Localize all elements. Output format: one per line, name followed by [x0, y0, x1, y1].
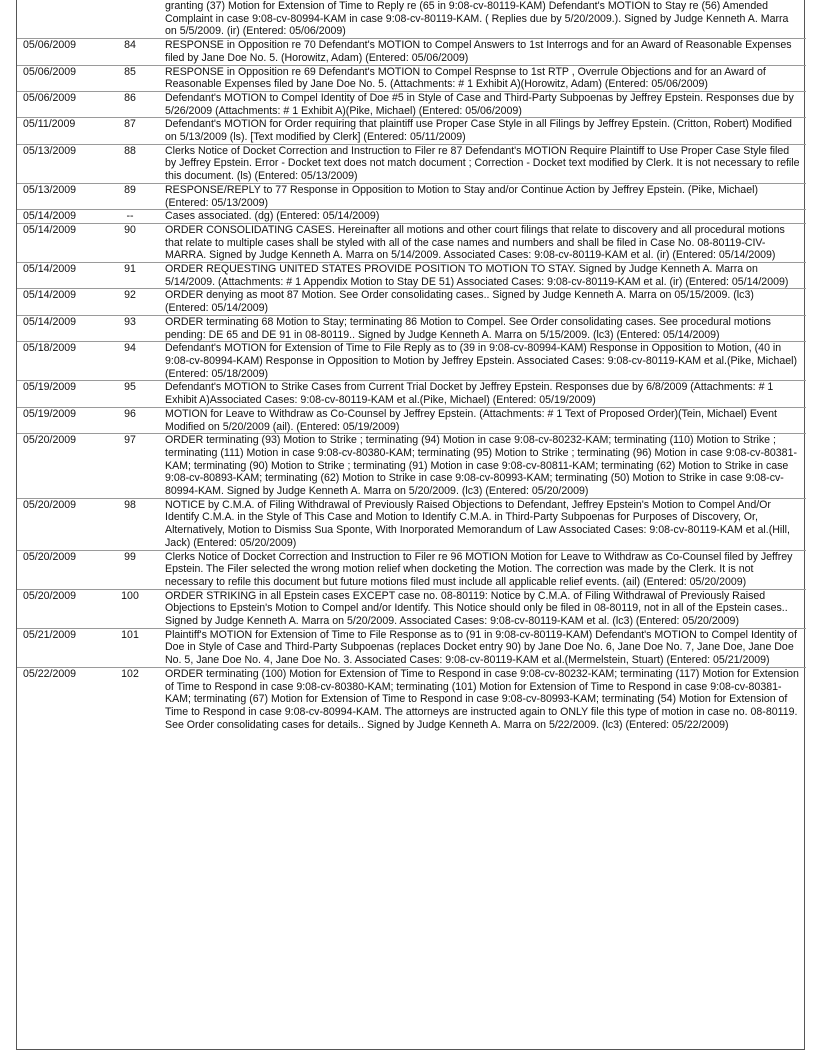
docket-number: 84 [105, 38, 165, 64]
docket-entry-row [17, 380, 806, 406]
docket-number: 93 [105, 315, 165, 341]
docket-date: 05/14/2009 [17, 223, 105, 262]
docket-date: 05/20/2009 [17, 589, 105, 628]
docket-date: 05/14/2009 [17, 288, 105, 314]
docket-text: ORDER STRIKING in all Epstein cases EXCEPT case no. 08-80119: Notice by C.M.A. of Filing Withdrawal of Previously Raised Objections to Epstein's Motion to Compel and/or Identify. This Notice should only be filed in 08-80119, not in all of the Epstein cases.. Signed by Judge Kenneth A. Marra on 5/20/2009. Associated Cases: 9:08-cv-80119-KAM et al. (lc3) (Entered: 05/20/2009) [165, 589, 806, 628]
docket-number: 100 [105, 589, 165, 628]
docket-text: Defendant's MOTION for Extension of Time to File Reply as to (39 in 9:08-cv-80994-KAM) Response in Opposition to Motion, (40 in 9:08-cv-80994-KAM) Response in Opposition to Motion by Jeffrey Epstein. Associated Cases: 9:08-cv-80119-KAM et al.(Pike, Michael) (Entered: 05/18/2009) [165, 341, 806, 380]
docket-entry-row [17, 628, 806, 667]
docket-number: 87 [105, 117, 165, 143]
docket-number: 86 [105, 91, 165, 117]
docket-entry-row [17, 315, 806, 341]
docket-date: 05/20/2009 [17, 550, 105, 589]
docket-number: 91 [105, 262, 165, 288]
docket-entry-row [17, 589, 806, 628]
docket-text: RESPONSE in Opposition re 69 Defendant's MOTION to Compel Respnse to 1st RTP , Overrule Objections and for an Award of Reasonable Expenses filed by Jane Doe No. 5. (Attachments: # 1 Exhibit A)(Horowitz, Adam) (Entered: 05/06/2009) [165, 65, 806, 91]
docket-text: ORDER terminating (93) Motion to Strike ; terminating (94) Motion in case 9:08-cv-80232-KAM; terminating (110) Motion to Strike ; terminating (111) Motion in case 9:08-cv-80380-KAM; terminating (95) Motion to Strike ; terminating (96) Motion in case 9:08-cv-80381-KAM; terminating (90) Motion to Strike ; terminating (91) Motion in case 9:08-cv-80811-KAM; terminating (62) Motion to Strike in case 9:08-cv-80893-KAM; terminating (62) Motion to Strike in case 9:08-cv-80993-KAM; terminating (50) Motion to Strike in case 9:08-cv-80994-KAM. Signed by Judge Kenneth A. Marra on 5/20/2009. (lc3) (Entered: 05/20/2009) [165, 433, 806, 498]
docket-entry-row [17, 209, 806, 223]
docket-entry-row [17, 223, 806, 262]
docket-text: ORDER CONSOLIDATING CASES. Hereinafter all motions and other court filings that relate to discovery and all procedural motions that relate to multiple cases shall be styled with all of the case names and numbers and shall be filed in Case No. 08-80119-CIV-MARRA. Signed by Judge Kenneth A. Marra on 5/14/2009. Associated Cases: 9:08-cv-80119-KAM et al. (ir) (Entered: 05/14/2009) [165, 223, 806, 262]
docket-date: 05/19/2009 [17, 407, 105, 433]
docket-number: 92 [105, 288, 165, 314]
docket-entry-row [17, 262, 806, 288]
docket-number: 96 [105, 407, 165, 433]
docket-number: -- [105, 209, 165, 223]
docket-entry-row [17, 288, 806, 314]
docket-entry-row [17, 65, 806, 91]
docket-entry-row [17, 498, 806, 550]
docket-text: NOTICE by C.M.A. of Filing Withdrawal of Previously Raised Objections to Defendant, Jeffrey Epstein's Motion to Compel And/Or Identify C.M.A. in the Style of This Case and Motion to Identify C.M.A. in Third-Party Subpoenas for Purposes of Discovery, Or, Alternatively, Motion to Dismiss Sua Sponte, With Inorporated Memorandum of Law Associated Cases: 9:08-cv-80119-KAM et al.(Hill, Jack) (Entered: 05/20/2009) [165, 498, 806, 550]
docket-text: Clerks Notice of Docket Correction and Instruction to Filer re 87 Defendant's MOTION Require Plaintiff to Use Proper Case Style filed by Jeffrey Epstein. Error - Docket text does not match document ; Correction - Docket text modified by Clerk. It is not necessary to refile this document. (ls) (Entered: 05/13/2009) [165, 144, 806, 183]
docket-date: 05/18/2009 [17, 341, 105, 380]
docket-date: 05/11/2009 [17, 117, 105, 143]
docket-date: 05/06/2009 [17, 91, 105, 117]
docket-entry-row [17, 38, 806, 64]
docket-number: 99 [105, 550, 165, 589]
docket-number: 95 [105, 380, 165, 406]
docket-date: 05/22/2009 [17, 667, 105, 732]
docket-entry-row [17, 183, 806, 209]
docket-number: 98 [105, 498, 165, 550]
docket-text: Clerks Notice of Docket Correction and Instruction to Filer re 96 MOTION Motion for Leave to Withdraw as Co-Counsel filed by Jeffrey Epstein. The Filer selected the wrong motion relief when docketing the Motion. The correction was made by the Clerk. It is not necessary to refile this document but future motions filed must include all applicable relief events. (ail) (Entered: 05/20/2009) [165, 550, 806, 589]
docket-text: ORDER REQUESTING UNITED STATES PROVIDE POSITION TO MOTION TO STAY. Signed by Judge Kenneth A. Marra on 5/14/2009. (Attachments: # 1 Appendix Motion to Stay DE 51) Associated Cases: 9:08-cv-80119-KAM et al. (ir) (Entered: 05/14/2009) [165, 262, 806, 288]
docket-date: 05/14/2009 [17, 262, 105, 288]
docket-entry-row [17, 117, 806, 143]
continuation-row [17, 0, 806, 38]
docket-date [17, 0, 105, 38]
docket-text: ORDER terminating (100) Motion for Extension of Time to Respond in case 9:08-cv-80232-KAM; terminating (117) Motion for Extension of Time to Respond in case 9:08-cv-80380-KAM; terminating (101) Motion for Extension of Time to Respond in case 9:08-cv-80381-KAM; terminating (67) Motion for Extension of Time to Respond in case 9:08-cv-80993-KAM; terminating (54) Motion for Extension of Time to Respond in case 9:08-cv-80994-KAM. The attorneys are instructed again to ONLY file this type of motion in case no. 08-80119. See Order consolidating cases for details.. Signed by Judge Kenneth A. Marra on 5/22/2009. (lc3) (Entered: 05/22/2009) [165, 667, 806, 732]
docket-number: 88 [105, 144, 165, 183]
docket-entry-row [17, 433, 806, 498]
docket-number: 94 [105, 341, 165, 380]
docket-text: ORDER denying as moot 87 Motion. See Order consolidating cases.. Signed by Judge Kenneth A. Marra on 05/15/2009. (lc3) (Entered: 05/14/2009) [165, 288, 806, 314]
docket-text: Cases associated. (dg) (Entered: 05/14/2009) [165, 209, 806, 223]
docket-entry-row [17, 667, 806, 732]
docket-number: 90 [105, 223, 165, 262]
docket-text: granting (37) Motion for Extension of Time to Reply re (65 in 9:08-cv-80119-KAM) Defendant's MOTION to Stay re (56) Amended Complaint in case 9:08-cv-80994-KAM in case 9:08-cv-80119-KAM. ( Replies due by 5/20/2009.). Signed by Judge Kenneth A. Marra on 5/5/2009. (ir) (Entered: 05/06/2009) [165, 0, 789, 38]
docket-text: MOTION for Leave to Withdraw as Co-Counsel by Jeffrey Epstein. (Attachments: # 1 Text of Proposed Order)(Tein, Michael) Event Modified on 5/20/2009 (ail). (Entered: 05/19/2009) [165, 407, 806, 433]
docket-date: 05/20/2009 [17, 498, 105, 550]
docket-date: 05/14/2009 [17, 209, 105, 223]
docket-number: 89 [105, 183, 165, 209]
docket-number: 97 [105, 433, 165, 498]
docket-text: RESPONSE in Opposition re 70 Defendant's MOTION to Compel Answers to 1st Interrogs and for an Award of Reasonable Expenses filed by Jane Doe No. 5. (Horowitz, Adam) (Entered: 05/06/2009) [165, 38, 806, 64]
docket-text: Defendant's MOTION to Strike Cases from Current Trial Docket by Jeffrey Epstein. Responses due by 6/8/2009 (Attachments: # 1 Exhibit A)Associated Cases: 9:08-cv-80119-KAM et al.(Pike, Michael) (Entered: 05/19/2009) [165, 380, 806, 406]
docket-text: Defendant's MOTION for Order requiring that plaintiff use Proper Case Style in all Filings by Jeffrey Epstein. (Critton, Robert) Modified on 5/13/2009 (ls). [Text modified by Clerk] (Entered: 05/11/2009) [165, 117, 806, 143]
docket-entry-row [17, 341, 806, 380]
docket-entry-row [17, 407, 806, 433]
docket-text: Plaintiff's MOTION for Extension of Time to File Response as to (91 in 9:08-cv-80119-KAM) Defendant's MOTION to Compel Identity of Doe in Style of Case and Third-Party Subpoenas (replaces Docket entry 90) by Jane Doe No. 6, Jane Doe No. 7, Jane Doe, Jane Doe No. 5, Jane Doe No. 4, Jane Doe No. 3. Associated Cases: 9:08-cv-80119-KAM et al.(Mermelstein, Stuart) (Entered: 05/21/2009) [165, 628, 806, 667]
docket-date: 05/20/2009 [17, 433, 105, 498]
docket-table [16, 0, 805, 1050]
docket-text: ORDER terminating 68 Motion to Stay; terminating 86 Motion to Compel. See Order consolidating cases. See procedural motions pending: DE 65 and DE 91 in 08-80119.. Signed by Judge Kenneth A. Marra on 5/15/2009. (lc3) (Entered: 05/14/2009) [165, 315, 806, 341]
docket-number: 101 [105, 628, 165, 667]
docket-number: 102 [105, 667, 165, 732]
docket-date: 05/21/2009 [17, 628, 105, 667]
docket-date: 05/14/2009 [17, 315, 105, 341]
docket-date: 05/13/2009 [17, 183, 105, 209]
docket-date: 05/06/2009 [17, 38, 105, 64]
docket-text: Defendant's MOTION to Compel Identity of Doe #5 in Style of Case and Third-Party Subpoenas by Jeffrey Epstein. Responses due by 5/26/2009 (Attachments: # 1 Exhibit A)(Pike, Michael) (Entered: 05/06/2009) [165, 91, 806, 117]
docket-text: RESPONSE/REPLY to 77 Response in Opposition to Motion to Stay and/or Continue Action by Jeffrey Epstein. (Pike, Michael) (Entered: 05/13/2009) [165, 183, 806, 209]
docket-entry-row [17, 144, 806, 183]
docket-date: 05/19/2009 [17, 380, 105, 406]
docket-number [105, 0, 165, 38]
docket-number: 85 [105, 65, 165, 91]
docket-date: 05/13/2009 [17, 144, 105, 183]
docket-date: 05/06/2009 [17, 65, 105, 91]
docket-entry-row [17, 91, 806, 117]
docket-entry-row [17, 550, 806, 589]
